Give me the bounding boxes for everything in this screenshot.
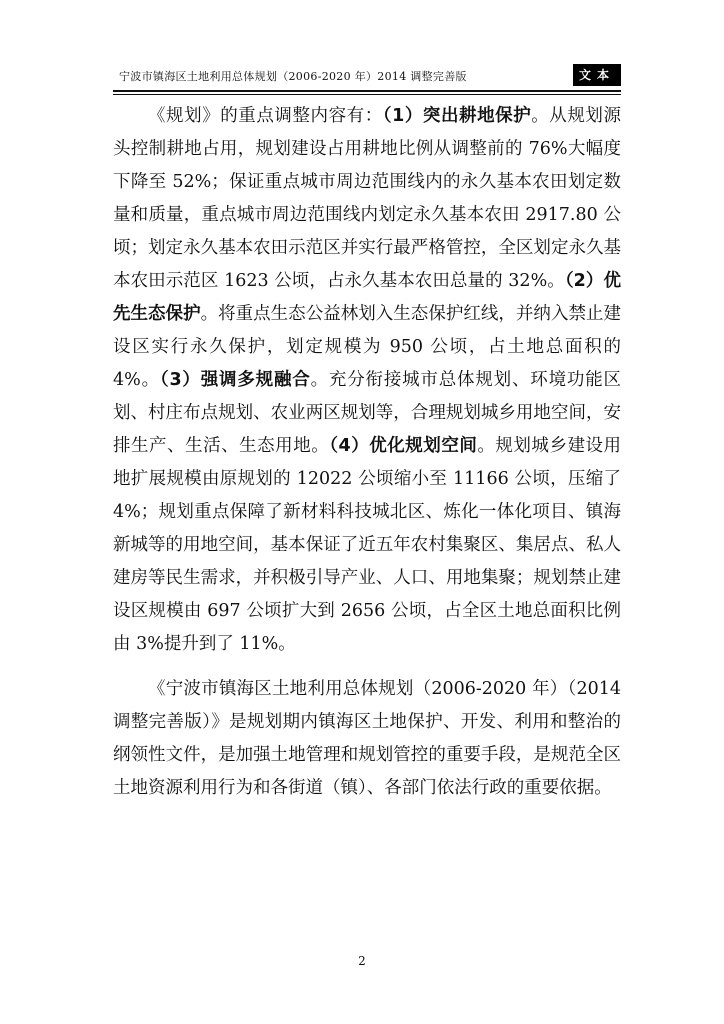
heading-optimize-space: （4）优化规划空间 — [329, 436, 478, 456]
header-badge: 文本 — [573, 64, 621, 86]
page-header — [113, 64, 621, 90]
text-multi-plan-integration: 。充分衔接城市总体规划、环境功能区划、村庄布点规划、农业两区规划等，合理规划城乡用地空间，安排生产、生活、生态用地。 — [113, 370, 622, 456]
paragraph-plan-significance: 《宁波市镇海区土地利用总体规划（2006-2020 年）（2014 调整完善版）》是规划期内镇海区土地保护、开发、利用和整治的纲领性文件，是加强土地管理和规划管控的重要手段，是规范全区土地资源利用行为和各街道（镇）、各部门依法行政的重要依据。 — [113, 679, 621, 798]
text-ecological-protection: 。将重点生态公益林划入生态保护红线，并纳入禁止建设区实行永久保护，划定规模为 950 公顷，占土地总面积的 4%。 — [113, 304, 622, 390]
header-rule-thin — [113, 94, 621, 95]
page-number: 2 — [358, 954, 366, 968]
heading-multi-plan-integration: （3）强调多规融合 — [159, 370, 311, 390]
paragraph-intro: 《规划》的重点调整内容有： — [148, 106, 383, 126]
header-title: 宁波市镇海区土地利用总体规划（2006-2020 年）2014 调整完善版 — [119, 70, 467, 83]
paragraph-key-adjustments — [113, 100, 621, 661]
heading-farmland-protection: （1）突出耕地保护 — [382, 106, 532, 126]
header-rule — [113, 90, 621, 92]
heading-ecological-protection: （2）优先生态保护 — [113, 271, 621, 324]
text-optimize-space: 。规划城乡建设用地扩展规模由原规划的 12022 公顷缩小至 11166 公顷，压缩了 4%；规划重点保障了新材料科技城北区、炼化一体化项目、镇海新城等的用地空间，基本保证了近五年农村集聚区、集居点、私人建房等民生需求，并积极引导产业、人口、用地集聚；规划禁止建设区规模由 697 公顷扩大到 2656 公顷，占全区土地总面积比例由 3%提升到了 11%。 — [113, 436, 621, 654]
text-farmland-protection: 。从规划源头控制耕地占用，规划建设占用耕地比例从调整前的 76%大幅度下降至 52%；保证重点城市周边范围线内的永久基本农田划定数量和质量，重点城市周边范围线内划定永久基本农田 2917.80 公顷；划定永久基本农田示范区并实行最严格管控，全区划定永久基本农田示范区 1623 公顷，占永久基本农田总量的 32%。 — [113, 106, 621, 291]
body-text — [113, 100, 621, 805]
